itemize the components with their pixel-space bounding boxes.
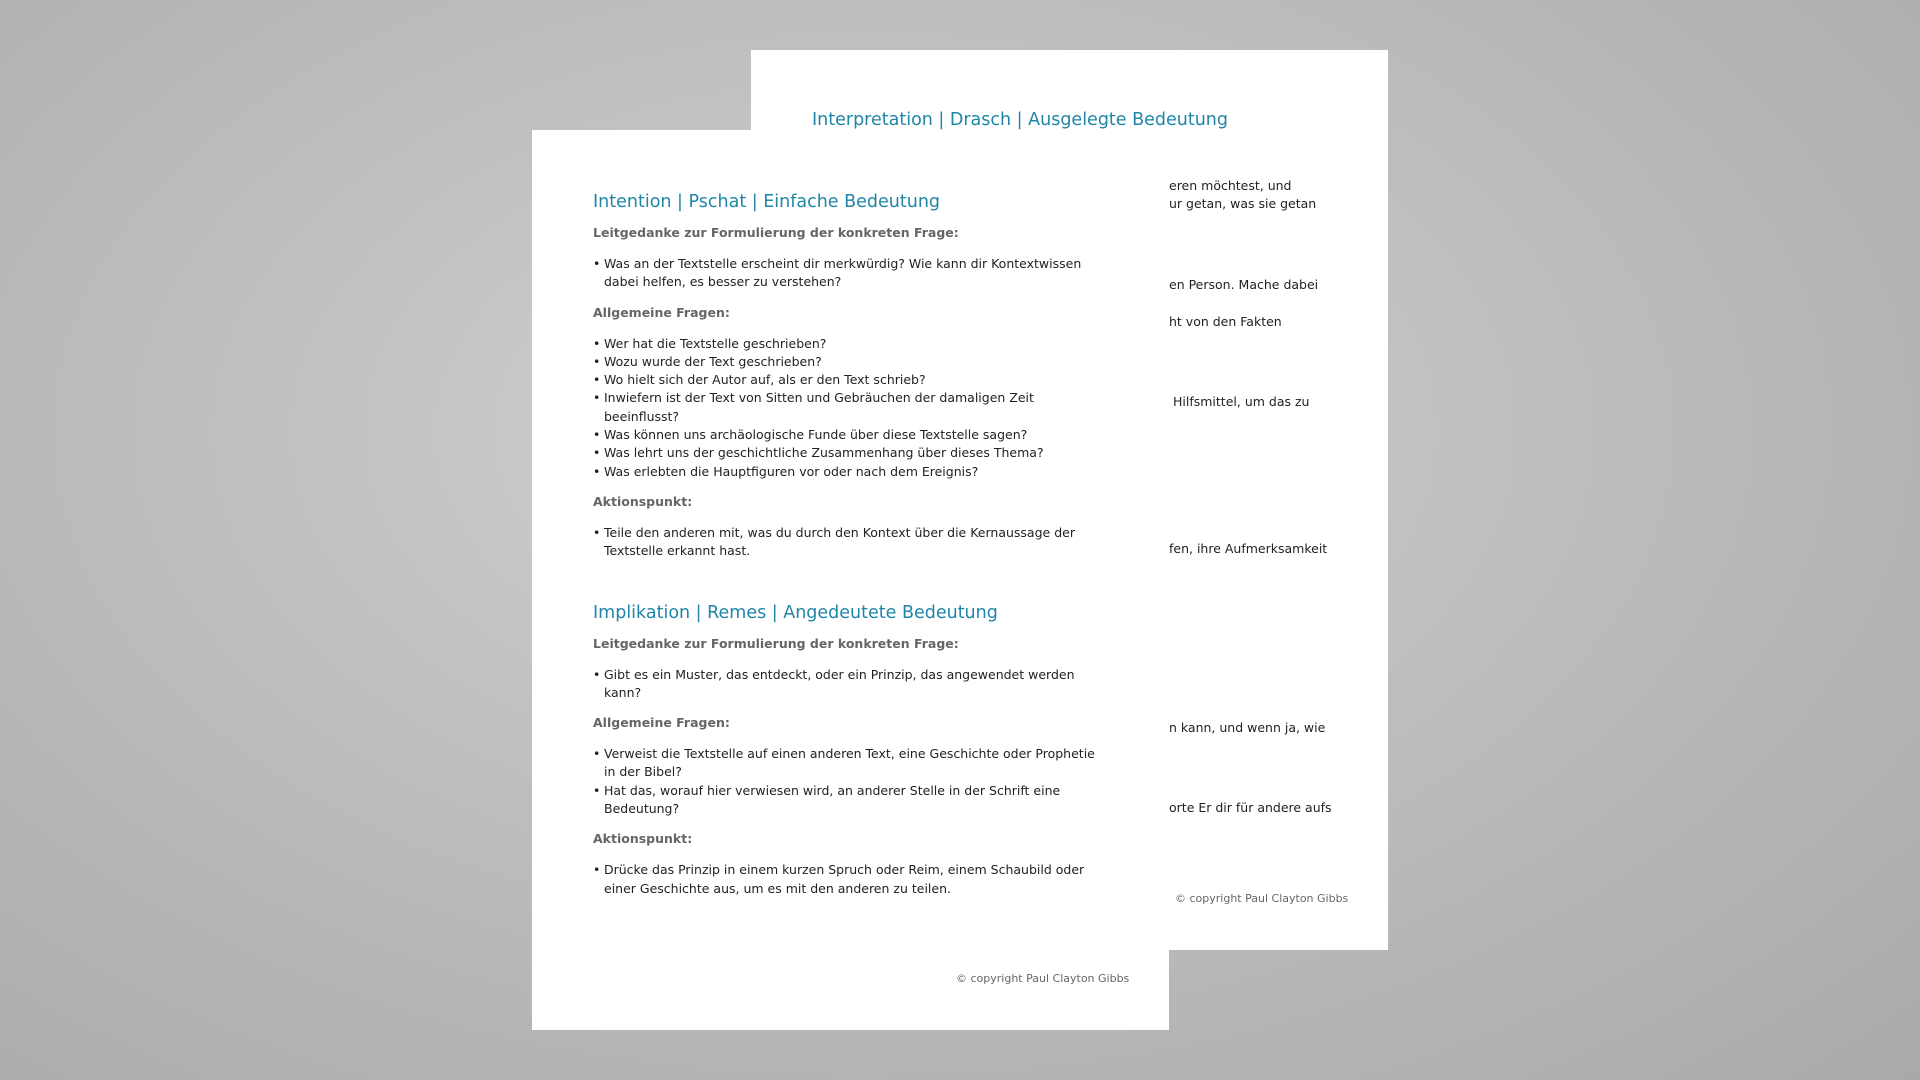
list-item: • Wozu wurde der Text geschrieben? bbox=[593, 353, 1109, 371]
general-questions-list bbox=[593, 745, 1109, 818]
list-item: • Wer hat die Textstelle geschrieben? bbox=[593, 335, 1109, 353]
list-item: • Drücke das Prinzip in einem kurzen Spruch oder Reim, einem Schaubild oder einer Geschichte aus, um es mit den anderen zu teilen. bbox=[593, 861, 1109, 898]
list-item: • Gibt es ein Muster, das entdeckt, oder ein Prinzip, das angewendet werden kann? bbox=[593, 666, 1109, 703]
section-title: Implikation | Remes | Angedeutete Bedeutung bbox=[593, 602, 998, 623]
subheading-action-point: Aktionspunkt: bbox=[593, 493, 693, 509]
back-page-title: Interpretation | Drasch | Ausgelegte Bedeutung bbox=[812, 110, 1229, 130]
guide-list bbox=[593, 255, 1109, 292]
list-item: • Wo hielt sich der Autor auf, als er den Text schrieb? bbox=[593, 371, 1109, 389]
subheading-general-questions: Allgemeine Fragen: bbox=[593, 304, 730, 320]
list-item: • Hat das, worauf hier verwiesen wird, an anderer Stelle in der Schrift eine Bedeutung? bbox=[593, 782, 1109, 819]
subheading-guide: Leitgedanke zur Formulierung der konkreten Frage: bbox=[593, 635, 959, 651]
list-item: • Verweist die Textstelle auf einen anderen Text, eine Geschichte oder Prophetie in der Bibel? bbox=[593, 745, 1109, 782]
action-point-list bbox=[593, 524, 1109, 561]
back-page-text-fragment: ht von den Fakten bbox=[1169, 314, 1282, 329]
section-implikation bbox=[593, 601, 1109, 898]
back-page-text-fragment: n kann, und wenn ja, wie bbox=[1169, 720, 1326, 735]
list-item: • Was erlebten die Hauptfiguren vor oder nach dem Ereignis? bbox=[593, 463, 1109, 481]
back-page-text-fragment: en Person. Mache dabei bbox=[1169, 277, 1319, 292]
action-point-list bbox=[593, 861, 1109, 898]
back-page-text-fragment: Hilfsmittel, um das zu bbox=[1173, 394, 1310, 409]
list-item: • Inwiefern ist der Text von Sitten und Gebräuchen der damaligen Zeit beeinflusst? bbox=[593, 389, 1109, 426]
list-item: • Was lehrt uns der geschichtliche Zusammenhang über dieses Thema? bbox=[593, 444, 1109, 462]
list-item: • Teile den anderen mit, was du durch den Kontext über die Kernaussage der Textstelle erkannt hast. bbox=[593, 524, 1109, 561]
back-page-text-fragment: eren möchtest, und bbox=[1169, 178, 1292, 193]
front-page-copyright: © copyright Paul Clayton Gibbs bbox=[956, 972, 1130, 985]
front-document-page bbox=[532, 130, 1169, 1030]
back-page-text-fragment: ur getan, was sie getan bbox=[1169, 196, 1317, 211]
back-page-text-fragment: orte Er dir für andere aufs bbox=[1169, 800, 1332, 815]
section-title: Intention | Pschat | Einfache Bedeutung bbox=[593, 192, 941, 212]
subheading-action-point: Aktionspunkt: bbox=[593, 831, 693, 847]
subheading-guide: Leitgedanke zur Formulierung der konkreten Frage: bbox=[593, 225, 959, 240]
list-item: • Was an der Textstelle erscheint dir merkwürdig? Wie kann dir Kontextwissen dabei helfen, es besser zu verstehen? bbox=[593, 255, 1109, 292]
back-page-copyright: © copyright Paul Clayton Gibbs bbox=[1175, 892, 1349, 905]
list-item: • Was können uns archäologische Funde über diese Textstelle sagen? bbox=[593, 426, 1109, 444]
section-intention bbox=[593, 190, 1109, 561]
back-page-text-fragment: fen, ihre Aufmerksamkeit bbox=[1169, 541, 1328, 556]
general-questions-list bbox=[593, 335, 1109, 481]
guide-list bbox=[593, 666, 1109, 703]
subheading-general-questions: Allgemeine Fragen: bbox=[593, 715, 730, 731]
